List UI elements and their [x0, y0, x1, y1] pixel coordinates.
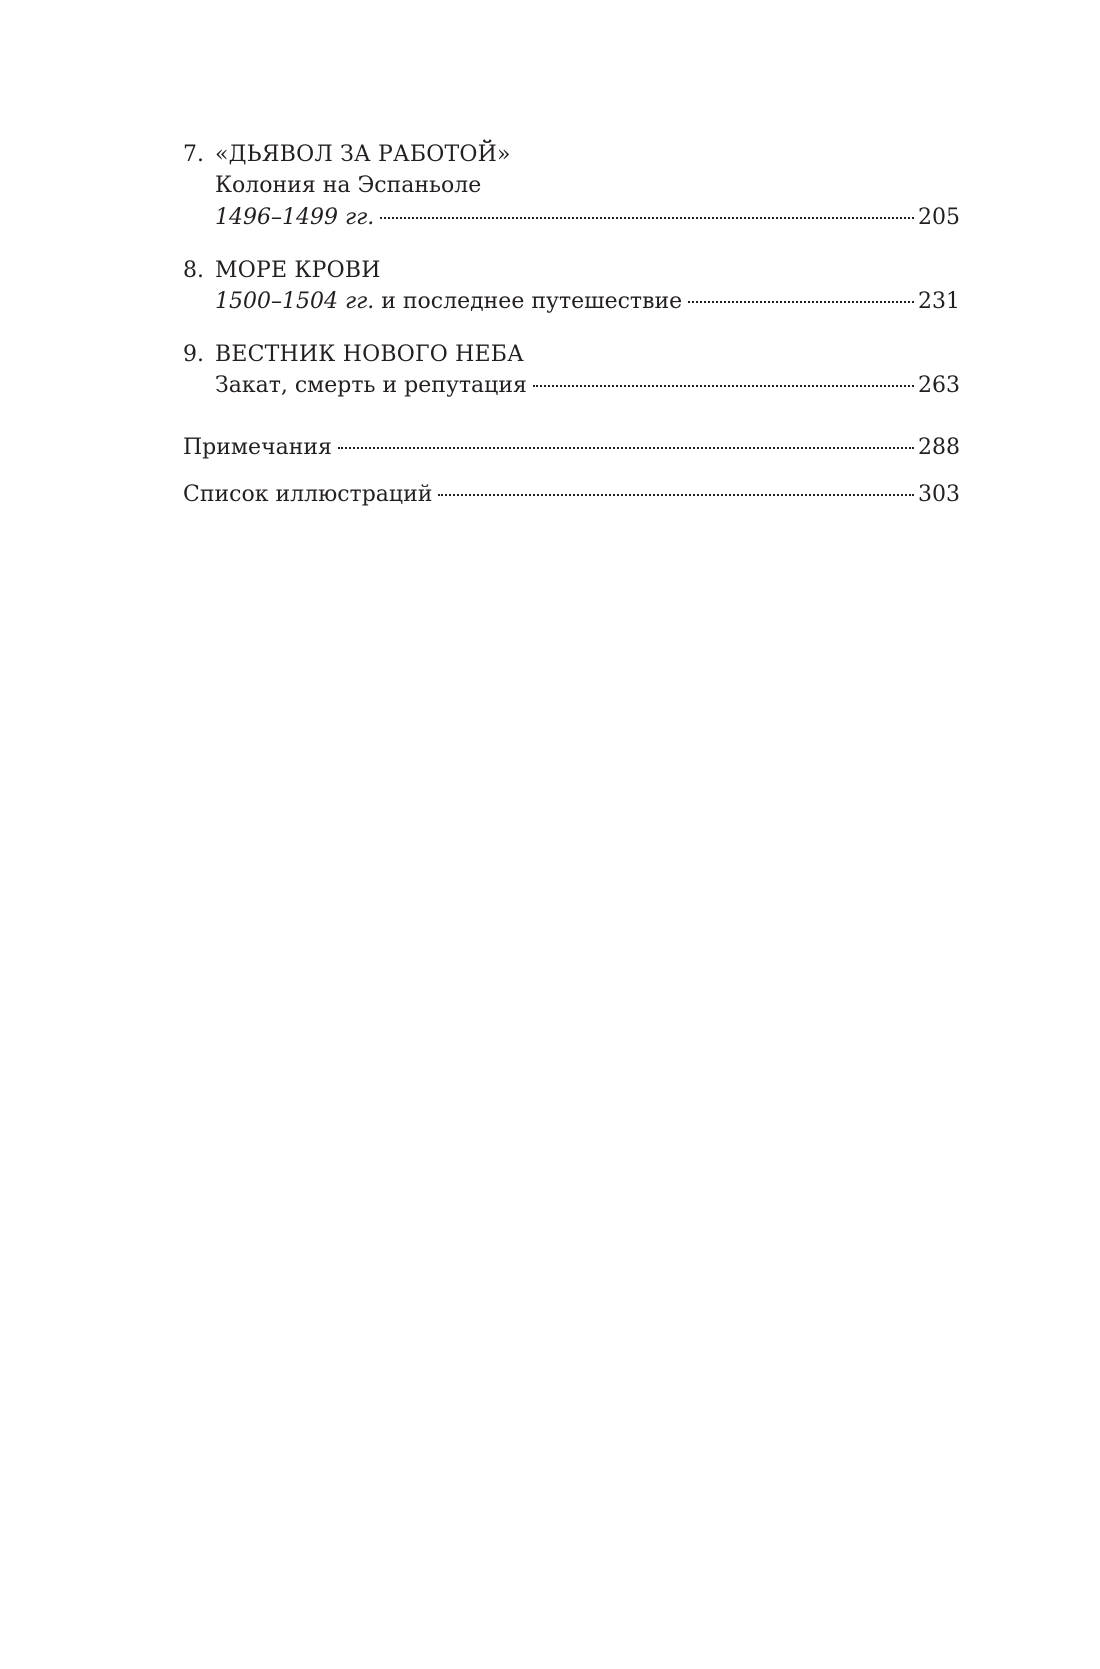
toc-entry-line[interactable]: [183, 202, 960, 234]
chapter-number: 9.: [183, 341, 204, 367]
toc-back-matter: [183, 432, 960, 511]
toc-chapter-7: [183, 138, 960, 234]
toc-entry-line[interactable]: [183, 370, 960, 402]
chapter-dates-suffix: гг.: [344, 205, 375, 230]
chapter-subtitle: и последнее путешествие: [381, 289, 683, 314]
chapter-subtitle-line: [183, 170, 960, 202]
dot-leader: [338, 447, 914, 449]
chapter-heading: [183, 138, 960, 170]
chapter-heading: [183, 338, 960, 370]
chapter-title[interactable]: ВЕСТНИК НОВОГО НЕБА: [215, 341, 525, 367]
dot-leader: [438, 494, 914, 496]
toc-chapter-9: [183, 338, 960, 402]
page-number: 231: [918, 289, 960, 314]
toc-entry-illustrations[interactable]: [183, 479, 960, 511]
entry-label: Примечания: [183, 435, 332, 460]
dot-leader: [688, 301, 914, 303]
entry-label: Список иллюстраций: [183, 482, 433, 507]
page-number: 303: [918, 482, 960, 507]
chapter-dates-suffix: гг.: [344, 289, 375, 314]
dot-leader: [533, 385, 914, 387]
page-number: 205: [918, 205, 960, 230]
toc-entry-line[interactable]: [183, 286, 960, 318]
chapter-number: 8.: [183, 257, 204, 283]
chapter-subtitle: Закат, смерть и репутация: [215, 373, 527, 398]
dot-leader: [380, 217, 914, 219]
toc-chapter-8: [183, 254, 960, 318]
chapter-dates: 1496–1499: [215, 205, 338, 230]
page-number: 263: [918, 373, 960, 398]
toc-entry-notes[interactable]: [183, 432, 960, 464]
chapter-subtitle: Колония на Эспаньоле: [215, 173, 482, 198]
chapter-dates: 1500–1504: [215, 289, 338, 314]
table-of-contents: [183, 138, 960, 511]
page-number: 288: [918, 435, 960, 460]
chapter-number: 7.: [183, 141, 204, 167]
chapter-title[interactable]: «ДЬЯВОЛ ЗА РАБОТОЙ»: [215, 141, 511, 167]
chapter-title[interactable]: МОРЕ КРОВИ: [215, 257, 381, 283]
chapter-heading: [183, 254, 960, 286]
